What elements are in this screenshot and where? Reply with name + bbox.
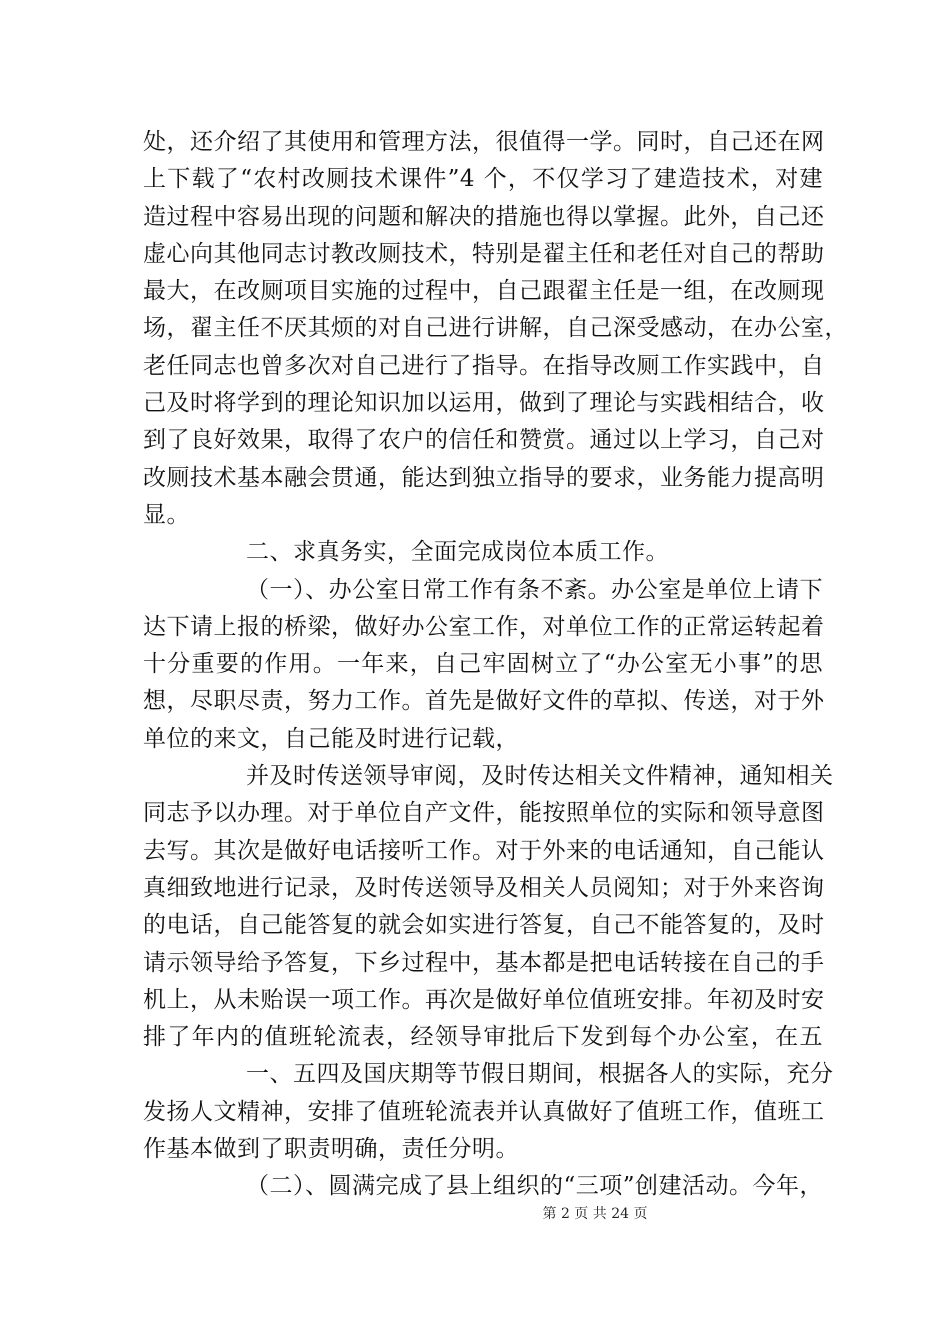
text-line: 排了年内的值班轮流表，经领导审批后下发到每个办公室，在五 — [143, 1024, 823, 1051]
text-line: 去写。其次是做好电话接听工作。对于外来的电话通知，自己能认 — [143, 837, 825, 864]
page-number: 第 2 页 共 24 页 — [542, 1206, 648, 1222]
text-line: 场，翟主任不厌其烦的对自己进行讲解，自己深受感动，在办公室， — [143, 315, 848, 342]
text-line: 同志予以办理。对于单位自产文件，能按照单位的实际和领导意图 — [143, 800, 825, 827]
text-line: 老任同志也曾多次对自己进行了指导。在指导改厕工作实践中，自 — [143, 352, 825, 379]
text-line: 处，还介绍了其使用和管理方法，很值得一学。同时，自己还在网 — [143, 129, 825, 155]
text-line: 的电话，自己能答复的就会如实进行答复，自己不能答复的，及时 — [143, 912, 825, 939]
text-line: 十分重要的作用。一年来，自己牢固树立了“办公室无小事”的思 — [143, 651, 823, 678]
text-line: 一、五四及国庆期等节假日期间，根据各人的实际，充分 — [246, 1061, 834, 1088]
text-line: 并及时传送领导审阅，及时传达相关文件精神，通知相关 — [246, 763, 834, 790]
text-line: 最大，在改厕项目实施的过程中，自己跟翟主任是一组，在改厕现 — [143, 278, 825, 305]
section-heading: 二、求真务实，全面完成岗位本质工作。 — [246, 539, 669, 566]
text-line: 单位的来文，自己能及时进行记载， — [143, 725, 519, 752]
text-line: 己及时将学到的理论知识加以运用，做到了理论与实践相结合，收 — [143, 390, 825, 417]
text-line: 虚心向其他同志讨教改厕技术，特别是翟主任和老任对自己的帮助 — [143, 240, 825, 267]
text-line: 到了良好效果，取得了农户的信任和赞赏。通过以上学习，自己对 — [143, 427, 825, 454]
text-line: 改厕技术基本融会贯通，能达到独立指导的要求，业务能力提高明 — [143, 464, 825, 491]
text-line: 真细致地进行记录，及时传送领导及相关人员阅知；对于外来咨询 — [143, 874, 825, 901]
document-body — [143, 124, 848, 1206]
text-line: 上下载了“农村改厕技术课件”4 个，不仅学习了建造技术，对建 — [143, 166, 823, 193]
text-line: 造过程中容易出现的问题和解决的措施也得以掌握。此外，自己还 — [143, 203, 825, 230]
text-line: （一）、办公室日常工作有条不紊。办公室是单位上请下 — [246, 576, 823, 603]
text-line: （二）、圆满完成了县上组织的“三项”创建活动。今年， — [246, 1173, 824, 1200]
text-line: 发扬人文精神，安排了值班轮流表并认真做好了值班工作，值班工 — [143, 1098, 825, 1125]
text-line: 请示领导给予答复，下乡过程中，基本都是把电话转接在自己的手 — [143, 949, 825, 976]
page-footer — [0, 1203, 950, 1223]
text-line: 作基本做到了职责明确，责任分明。 — [143, 1136, 519, 1163]
text-line: 达下请上报的桥梁，做好办公室工作，对单位工作的正常运转起着 — [143, 613, 825, 640]
text-line: 想，尽职尽责，努力工作。首先是做好文件的草拟、传送，对于外 — [143, 688, 825, 715]
text-line: 显。 — [143, 501, 190, 528]
text-line: 机上，从未贻误一项工作。再次是做好单位值班安排。年初及时安 — [143, 986, 825, 1013]
